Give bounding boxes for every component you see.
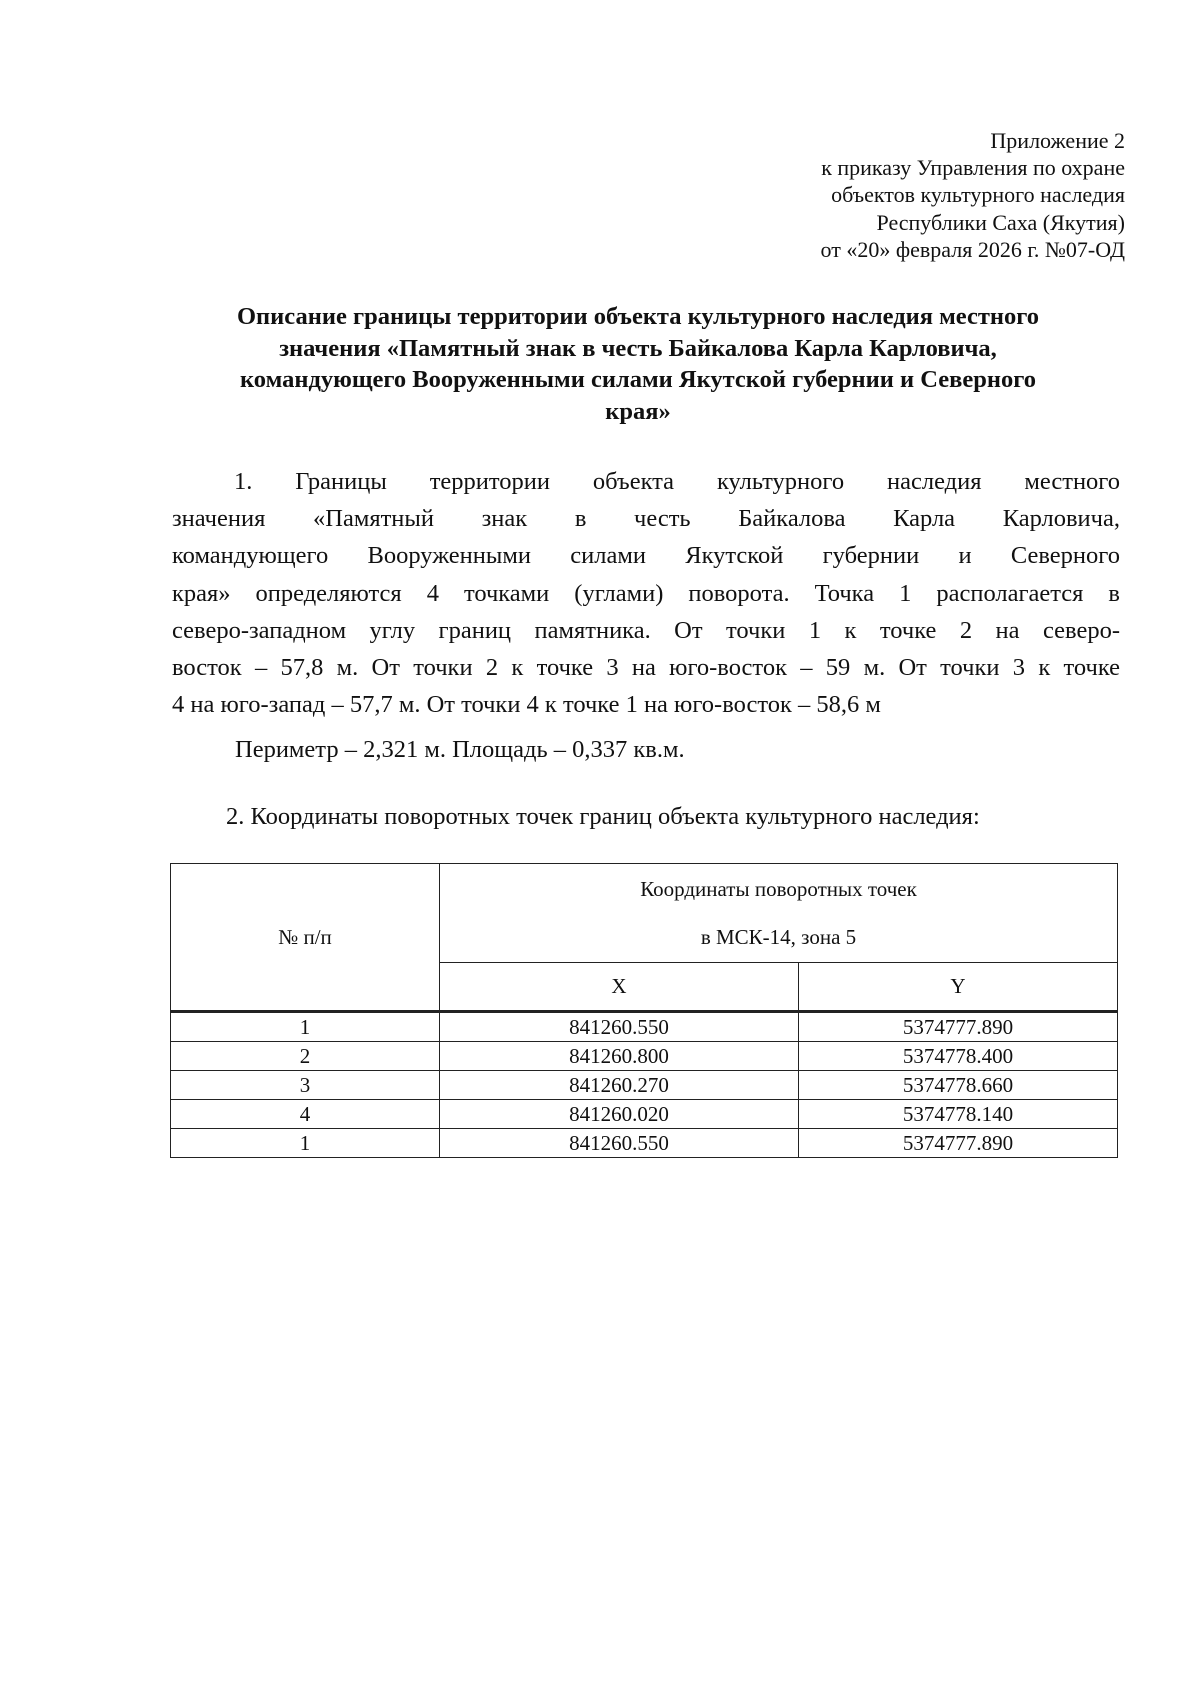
row-x: 841260.020 [440,1100,799,1129]
row-number: 1 [171,1012,440,1042]
coordinates-table [170,863,1118,1158]
row-number: 1 [171,1129,440,1158]
row-number: 2 [171,1042,440,1071]
appendix-line: от «20» февраля 2026 г. №07-ОД [820,236,1125,262]
paragraph-line: северо-западном углу границ памятника. От точки 1 к точке 2 на северо- [172,616,1120,644]
row-y: 5374777.890 [799,1012,1118,1042]
header-x-cell: X [440,963,799,1012]
appendix-header [565,127,1125,263]
appendix-line: Республики Саха (Якутия) [876,209,1125,235]
appendix-line: объектов культурного наследия [831,182,1125,208]
row-x: 841260.550 [440,1129,799,1158]
paragraph-line: 1. Границы территории объекта культурного наследия местного [234,468,1120,495]
appendix-line: к приказу Управления по охране [821,155,1125,181]
header-y-cell: Y [799,963,1118,1012]
row-x: 841260.800 [440,1042,799,1071]
title-line: командующего Вооруженными силами Якутской губернии и Северного [240,366,1036,393]
paragraph-line: 4 на юго-запад – 57,7 м. От точки 4 к точке 1 на юго-восток – 58,6 м [172,691,881,719]
paragraph-line: значения «Памятный знак в честь Байкалова Карла Карловича, [172,505,1120,533]
table-row [171,1012,1118,1042]
row-y: 5374778.660 [799,1071,1118,1100]
document-title [168,301,1108,427]
paragraph-line: края» определяются 4 точками (углами) поворота. Точка 1 располагается в [172,579,1120,607]
appendix-line: Приложение 2 [990,128,1125,153]
table-row [171,1071,1118,1100]
title-line: края» [605,397,671,425]
header-number-cell: № п/п [171,864,440,1012]
title-line: значения «Памятный знак в честь Байкалова Карла Карловича, [279,334,997,362]
row-y: 5374778.140 [799,1100,1118,1129]
paragraph-line: командующего Вооруженными силами Якутской губернии и Северного [172,542,1120,570]
header-coordinates-line: в МСК-14, зона 5 [700,925,857,949]
table-row [171,1100,1118,1129]
row-number: 4 [171,1100,440,1129]
header-coordinates-cell [440,864,1118,963]
row-x: 841260.550 [440,1012,799,1042]
row-number: 3 [171,1071,440,1100]
row-x: 841260.270 [440,1071,799,1100]
title-line: Описание границы территории объекта культурного наследия местного [237,303,1039,330]
row-y: 5374777.890 [799,1129,1118,1158]
perimeter-area-text: Периметр – 2,321 м. Площадь – 0,337 кв.м. [235,736,685,763]
header-coordinates-line: Координаты поворотных точек [640,877,917,901]
row-y: 5374778.400 [799,1042,1118,1071]
table-header-row [171,864,1118,963]
paragraph-line: восток – 57,8 м. От точки 2 к точке 3 на юго-восток – 59 м. От точки 3 к точке [172,654,1120,682]
coordinates-heading: 2. Координаты поворотных точек границ объекта культурного наследия: [226,803,980,830]
table-row [171,1129,1118,1158]
boundary-description-paragraph [172,463,1120,723]
table-row [171,1042,1118,1071]
